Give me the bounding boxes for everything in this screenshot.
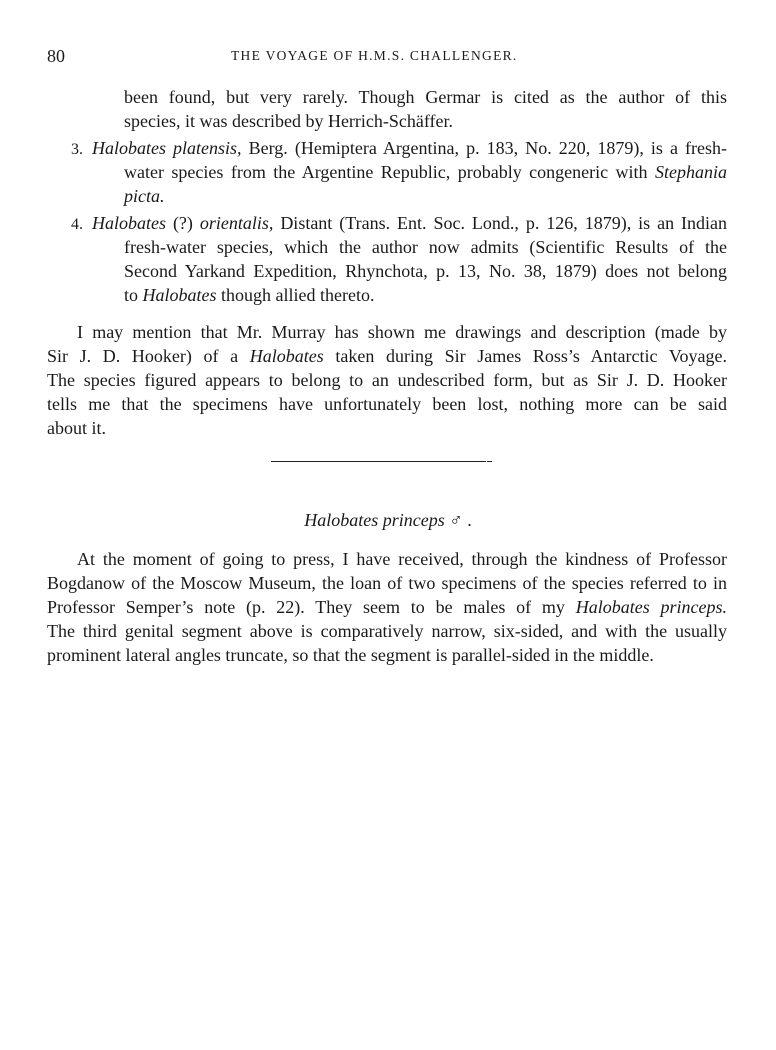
section-divider — [271, 461, 486, 462]
item-3-genus: Halobates platensis, — [92, 138, 242, 158]
section-text: Professor Semper’s note (p. 22). They seem to be males of my — [47, 597, 576, 617]
section-line-1: At the moment of going to press, I have received, through the kindness of Professor — [77, 549, 727, 569]
note-text-end: taken during Sir James Ross’s Antarctic Voyage. — [323, 346, 727, 366]
note-line-1: I may mention that Mr. Murray has shown me drawings and description (made by — [77, 322, 727, 342]
male-symbol: ♂ . — [444, 510, 472, 530]
item-4-genus-ref: Halobates — [142, 285, 217, 305]
running-title: THE VOYAGE OF H.M.S. CHALLENGER. — [231, 48, 518, 63]
item-3-congener: Stephania — [655, 162, 727, 182]
item-4-number: 4. — [71, 216, 83, 233]
item-3-text: water species from the Argentine Republic, probably congeneric with — [124, 162, 655, 182]
section-line-4: The third genital segment above is comparatively narrow, six-sided, and with the usually — [47, 621, 727, 641]
item-4-query: (?) — [166, 213, 200, 233]
item-4-species: orientalis, — [199, 213, 274, 233]
item-3-line-2 — [124, 160, 727, 184]
item-3-number: 3. — [71, 141, 83, 158]
continuation-line-1: been found, but very rarely. Though Germar is cited as the author of this — [124, 87, 727, 107]
note-line-4: tells me that the specimens have unfortunately been lost, nothing more can be said — [47, 394, 727, 414]
item-4-line-2: fresh-water species, which the author now admits (Scientific Results of the — [124, 237, 727, 257]
page-number: 80 — [47, 46, 65, 66]
page-header — [47, 44, 726, 68]
item-3-line-3 — [124, 184, 165, 208]
section-line-5: prominent lateral angles truncate, so that the segment is parallel-sided in the middle. — [47, 645, 654, 665]
item-4-line-1 — [92, 211, 727, 235]
item-3-line-1 — [92, 136, 727, 160]
item-4-text-end: though allied thereto. — [216, 285, 375, 305]
item-4-line-3: Second Yarkand Expedition, Rhynchota, p. 13, No. 38, 1879) does not belong — [124, 261, 727, 281]
note-line-3: The species figured appears to belong to an undescribed form, but as Sir J. D. Hooker — [47, 370, 727, 390]
note-line-2 — [47, 344, 727, 368]
item-3-congener-species: picta. — [124, 186, 165, 206]
section-line-2: Bogdanow of the Moscow Museum, the loan of two specimens of the species referred to in — [47, 573, 727, 593]
item-3-citation: Berg. (Hemiptera Argentina, p. 183, No. 220, 1879), is a fresh- — [241, 138, 727, 158]
section-title-species: Halobates princeps — [304, 510, 445, 530]
section-species-ref: Halobates princeps. — [575, 597, 728, 617]
item-4-line-4 — [124, 283, 374, 307]
item-4-genus: Halobates — [92, 213, 166, 233]
note-line-5: about it. — [47, 418, 106, 438]
note-genus: Halobates — [249, 346, 324, 366]
continuation-line-2: species, it was described by Herrich-Schäffer. — [124, 111, 454, 131]
section-line-3 — [47, 595, 727, 619]
section-divider-tail — [487, 461, 492, 462]
item-4-citation: Distant (Trans. Ent. Soc. Lond., p. 126, 1879), is an Indian — [273, 213, 727, 233]
item-4-text: to — [124, 285, 143, 305]
section-title — [0, 508, 776, 532]
note-text: Sir J. D. Hooker) of a — [47, 346, 250, 366]
